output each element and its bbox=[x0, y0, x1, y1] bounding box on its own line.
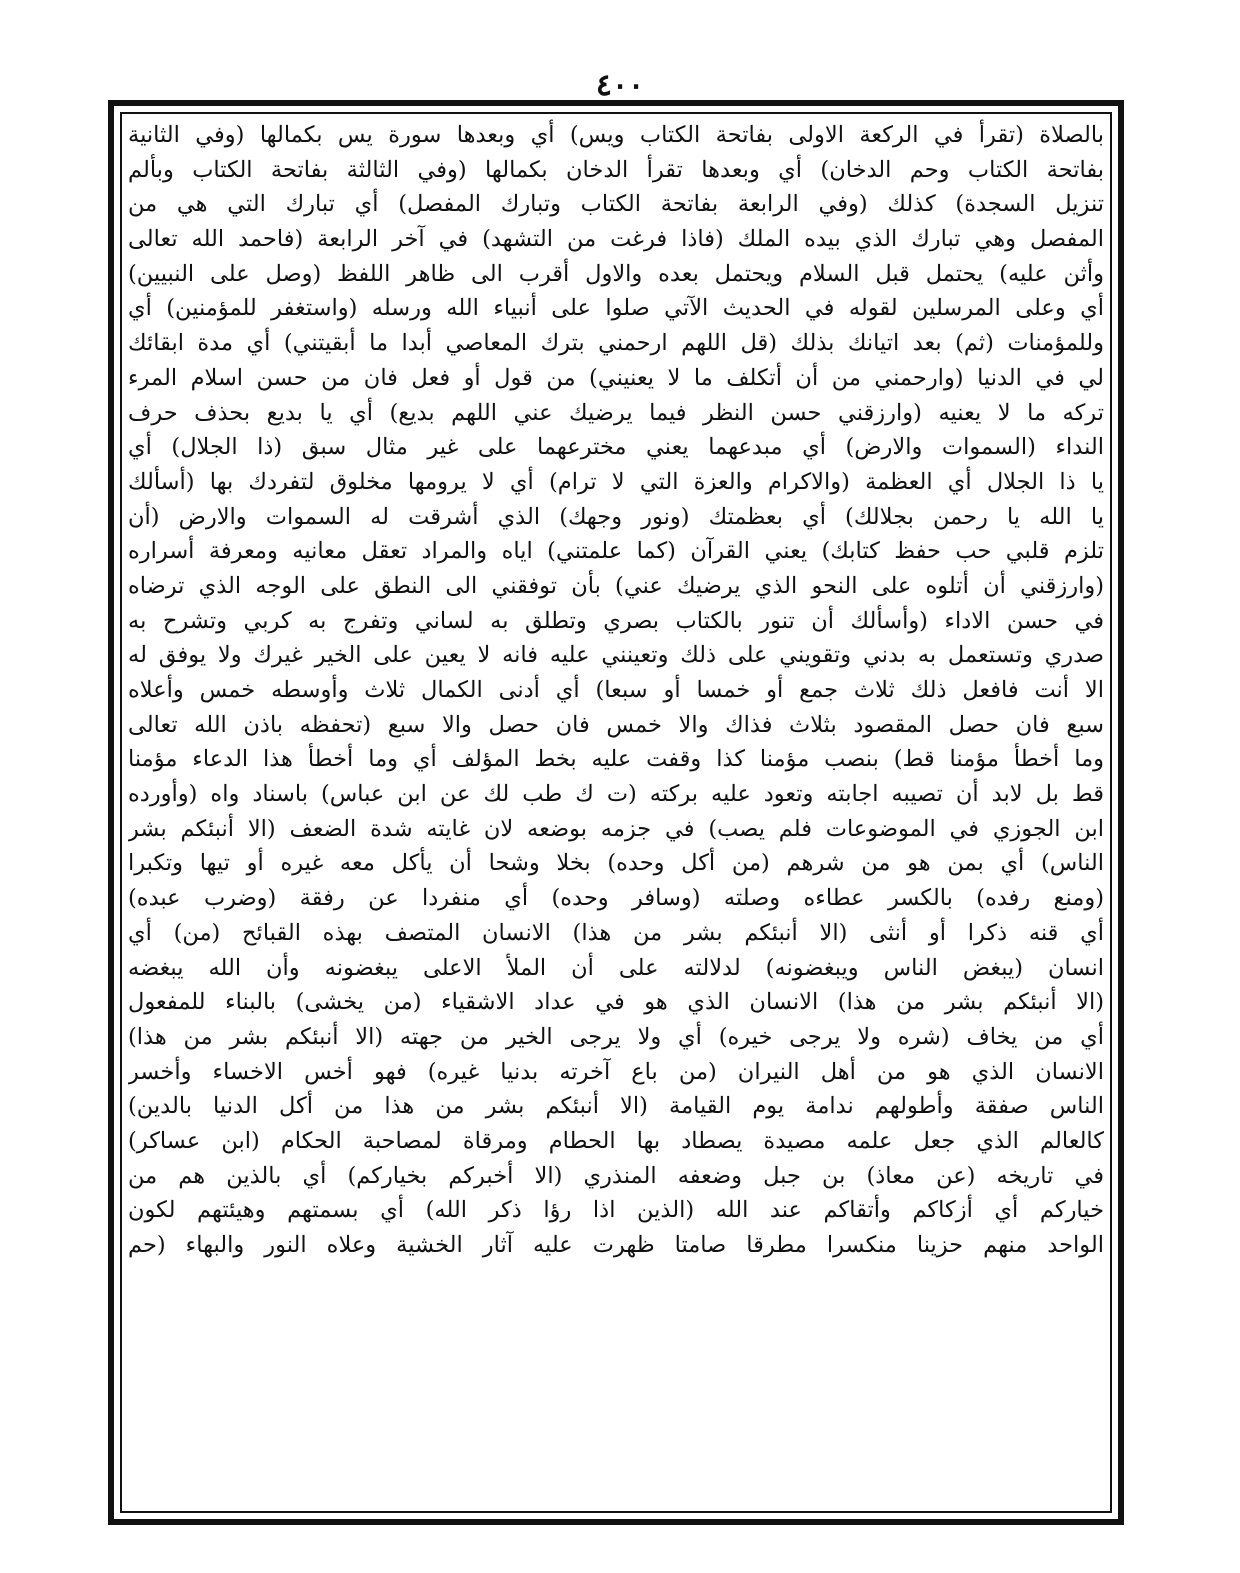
text-line: الواحد منهم حزينا منكسرا مطرقا صامتا ظهرت عليه آثار الخشية وعلاه النور والبهاء (حم bbox=[128, 1232, 1104, 1258]
text-line: وأثن عليه) يحتمل قبل السلام ويحتمل بعده والاول أقرب الى ظاهر اللفظ (وصل على النبيين) bbox=[128, 260, 1104, 287]
text-line: أي وعلى المرسلين لقوله في الحديث الآتي صلوا على أنبياء الله ورسله (واستغفر للمؤمنين) أي bbox=[128, 295, 1104, 322]
text-line: (الا أنبئكم بشر من هذا) الانسان الذي هو في عداد الاشقياء (من يخشى) بالبناء للمفعول bbox=[128, 989, 1104, 1016]
text-line: الانسان الذي هو من أهل النيران (من باع آخرته بدنيا غيره) فهو أخس الاخساء وأخسر bbox=[128, 1058, 1104, 1085]
text-line: (ومنع رفده) بالكسر عطاءه وصلته (وسافر وحده) أي منفردا عن رفقة (وضرب عبده) bbox=[128, 885, 1104, 912]
text-line: في حسن الاداء (وأسألك أن تنور بالكتاب بصري وتطلق به لساني وتفرج به كربي وتشرح به bbox=[128, 607, 1104, 634]
text-line: تركه ما لا يعنيه (وارزقني حسن النظر فيما يرضيك عني اللهم بديع) أي يا بديع بحذف حرف bbox=[128, 399, 1104, 426]
text-line: وللمؤمنات (ثم) بعد اتيانك بذلك (قل اللهم ارحمني بترك المعاصي أبدا ما أبقيتني) أي مدة ابقائك bbox=[128, 330, 1104, 357]
text-line: تنزيل السجدة) كذلك (وفي الرابعة بفاتحة الكتاب وتبارك المفصل) أي تبارك التي هي من bbox=[128, 191, 1104, 218]
text-line: الا أنت فافعل ذلك ثلاث جمع أو خمسا أو سبعا) أي أدنى الكمال ثلاث وأوسطه خمس وأعلاه bbox=[128, 677, 1104, 703]
text-line: وما أخطأ مؤمنا قط) بنصب مؤمنا كذا وقفت عليه بخط المؤلف أي وما أخطأ هذا الدعاء مؤمنا bbox=[128, 746, 1104, 773]
text-line: كالعالم الذي جعل علمه مصيدة يصطاد بها الحطام ومرقاة لمصاحبة الحكام (ابن عساكر) bbox=[128, 1127, 1104, 1154]
text-line: يا الله يا رحمن بجلالك) أي بعظمتك (ونور وجهك) الذي أشرقت له السموات والارض (أن bbox=[128, 503, 1104, 530]
text-line: ابن الجوزي في الموضوعات فلم يصب) في جزمه بوضعه لان غايته شدة الضعف (الا أنبئكم بشر bbox=[128, 815, 1104, 842]
text-line: سبع فان حصل المقصود بثلاث فذاك والا خمس فان حصل والا سبع (تحفظه باذن الله تعالى bbox=[128, 711, 1104, 738]
text-line: انسان (يبغض الناس ويبغضونه) لدلالته على أن الملأ الاعلى يبغضونه وأن الله يبغضه bbox=[128, 954, 1104, 981]
text-line: المفصل وهي تبارك الذي بيده الملك (فاذا فرغت من التشهد) في آخر الرابعة (فاحمد الله تعالى bbox=[128, 226, 1104, 253]
text-line: (وارزقني أن أتلوه على النحو الذي يرضيك عني) بأن توفقني الى النطق على الوجه الذي ترضاه bbox=[128, 572, 1104, 599]
text-line: النداء (السموات والارض) أي مبدعهما يعني مخترعهما على غير مثال سبق (ذا الجلال) أي bbox=[128, 434, 1104, 461]
text-line: أي قنه ذكرا أو أنثى (الا أنبئكم بشر من هذا) الانسان المتصف بهذه القبائح (من) أي bbox=[128, 919, 1104, 946]
text-line: يا ذا الجلال أي العظمة (والاكرام والعزة التي لا ترام) أي لا يرومها مخلوق لتفردك بها (أسألك bbox=[128, 468, 1104, 495]
text-line: قط بل لابد أن تصيبه اجابته وتعود عليه بركته (ت ك طب لك عن ابن عباس) باسناد واه (وأورده bbox=[128, 781, 1104, 808]
text-line: بفاتحة الكتاب وحم الدخان) أي وبعدها تقرأ الدخان بكمالها (وفي الثالثة بفاتحة الكتاب وبألم bbox=[128, 156, 1104, 183]
text-line: أي من يخاف (شره ولا يرجى خيره) أي ولا يرجى الخير من جهته (الا أنبئكم بشر من هذا) bbox=[128, 1023, 1104, 1050]
text-line: خياركم أي أزكاكم وأتقاكم عند الله (الذين اذا رؤا ذكر الله) أي بسمتهم وهيئتهم لكون bbox=[128, 1197, 1104, 1224]
text-line: لي في الدنيا (وارحمني من أن أتكلف ما لا يعنيني) من قول أو فعل فان من حسن اسلام المرء bbox=[128, 364, 1104, 391]
text-line: الناس) أي بمن هو من شرهم (من أكل وحده) بخلا وشحا أن يأكل معه غيره أو تيها وتكبرا bbox=[128, 850, 1104, 877]
text-line: في تاريخه (عن معاذ) بن جبل وضعفه المنذري (الا أخبركم بخياركم) أي بالذين هم من bbox=[128, 1162, 1104, 1189]
text-line: الناس صفقة وأطولهم ندامة يوم القيامة (الا أنبئكم بشر من هذا من أكل الدنيا بالدين) bbox=[128, 1093, 1104, 1120]
text-line: صدري وتستعمل به بدني وتقويني على ذلك وتعينني عليه فانه لا يعين على الخير غيرك ولا يوفق له bbox=[128, 642, 1104, 669]
body-text bbox=[128, 118, 1104, 1508]
page-number: ٤٠٠ bbox=[595, 68, 645, 103]
text-line: بالصلاة (تقرأ في الركعة الاولى بفاتحة الكتاب ويس) أي وبعدها سورة يس بكمالها (وفي الثانية bbox=[128, 122, 1104, 148]
text-line: تلزم قلبي حب حفظ كتابك) يعني القرآن (كما علمتني) اياه والمراد تعقل معانيه ومعرفة أسراره bbox=[128, 538, 1104, 565]
